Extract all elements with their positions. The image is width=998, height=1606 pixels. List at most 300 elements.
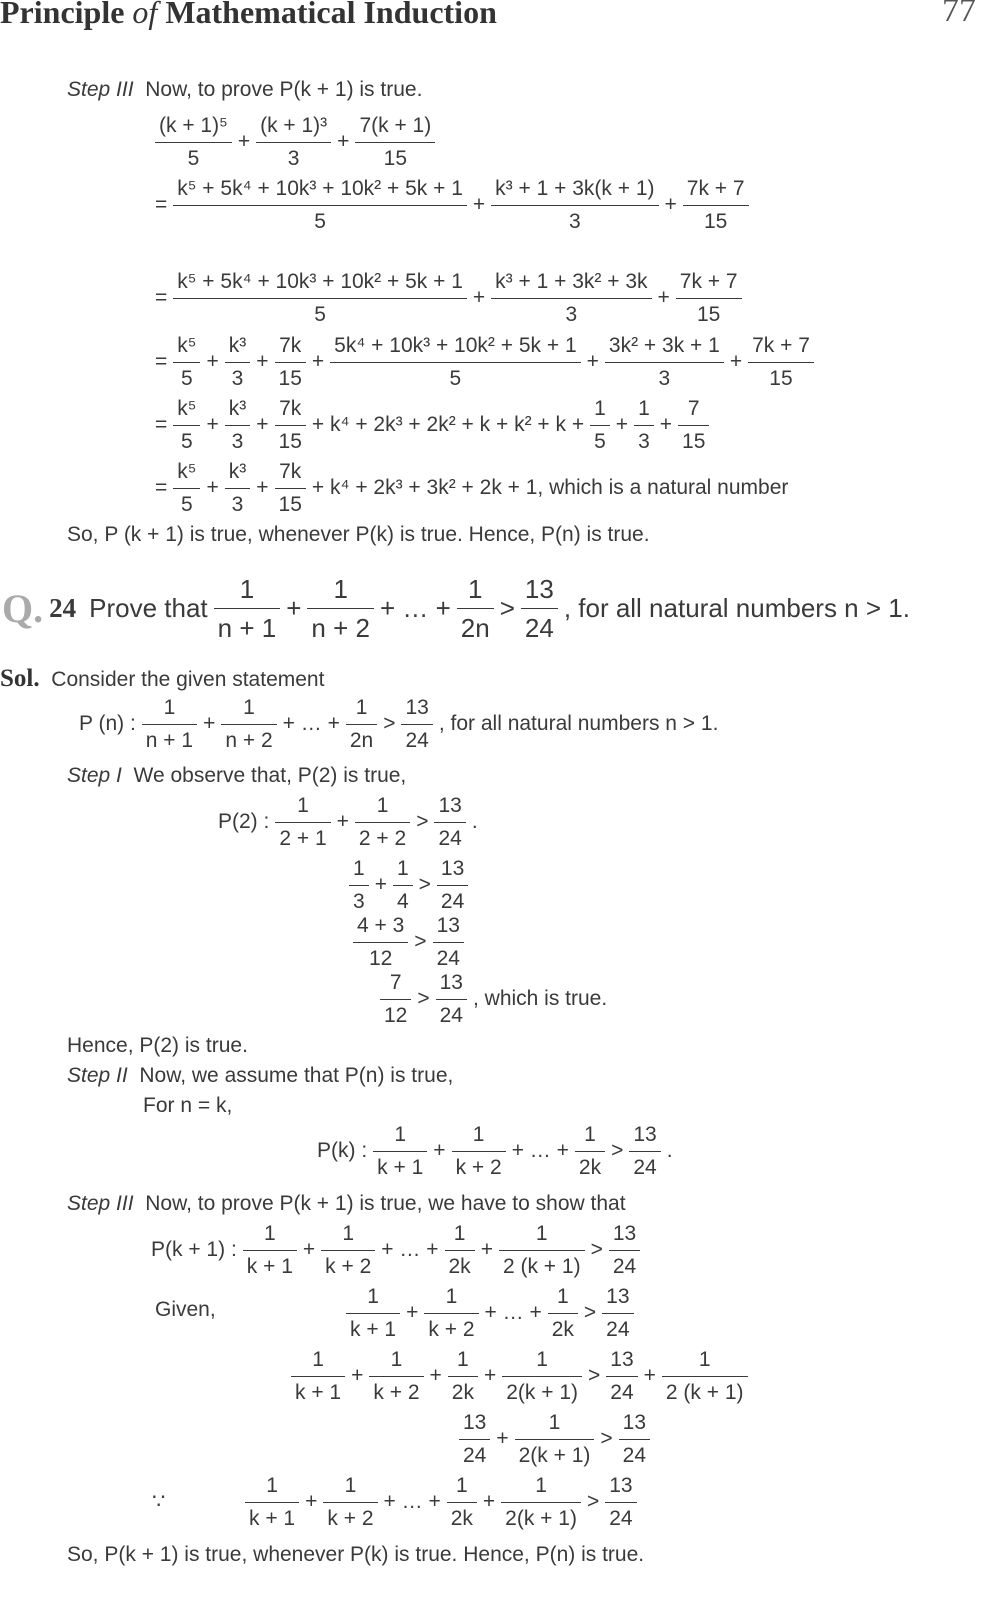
math-text: + [657,286,670,309]
denominator: 24 [605,1502,636,1533]
step-1-heading [67,762,406,790]
numerator: 7k + 7 [752,333,810,357]
numerator: 1 [264,1221,276,1245]
numerator: 3k² + 3k + 1 [608,333,720,357]
denominator: 15 [678,425,709,456]
math-text: + [472,286,486,309]
denominator: 5 [330,362,581,393]
math-text: + [351,1364,364,1387]
title-part: Principle [0,0,133,30]
numerator: 1 [390,1347,403,1371]
math-text: + k⁴ + 2k³ + 3k² + 2k + 1, which is a natural number [311,476,789,499]
denominator: 24 [434,822,465,853]
numerator: 1 [163,695,176,719]
step-3-heading [67,1190,626,1218]
denominator: 5 [155,142,232,173]
equation [152,170,752,240]
step-text: Now, we assume that P(n) is true, [139,1064,454,1087]
solution-label: Sol. [0,665,40,692]
math-text: = [155,413,168,436]
math-text: + [483,1364,497,1387]
denominator: 3 [225,425,251,456]
denominator: 15 [275,425,306,456]
numerator: 13 [612,1221,637,1245]
numerator: 1 [239,573,255,604]
given-label: Given, [155,1298,216,1321]
math-text: > [600,1427,613,1450]
denominator: 3 [225,362,251,393]
equation [152,107,438,177]
math-text: > [499,592,515,623]
math-text: + [206,476,219,499]
step-label: Step I [67,764,122,787]
math-text: + [406,1301,419,1324]
denominator: k + 2 [321,1250,375,1281]
numerator: 13 [609,1473,633,1497]
numerator: k⁵ [177,459,197,483]
denominator: 5 [173,205,467,236]
step-label: Step III [67,1192,134,1215]
denominator: n + 2 [221,724,276,755]
fraction [275,458,306,519]
conclusion: So, P(k + 1) is true, whenever P(k) is true. Hence, P(n) is true. [67,1543,645,1566]
math-text: + [311,350,325,373]
fraction [321,1220,375,1281]
fraction [491,268,651,329]
fraction [602,1283,633,1344]
fraction [346,1283,400,1344]
numerator: k⁵ [177,333,197,357]
fraction [275,395,306,456]
since-symbol: ∵ [152,1490,166,1513]
denominator: 24 [436,999,467,1030]
numerator: 1 [472,1122,485,1146]
fraction [243,1220,297,1281]
numerator: 1 [355,695,368,719]
equation [152,327,817,397]
fraction [459,1409,490,1470]
denominator: 2k [575,1151,605,1182]
math-text: > [383,712,396,735]
math-text: + … + [379,592,451,623]
math-text: + … + [381,1238,439,1261]
denominator: 12 [380,999,411,1030]
math-text: > [414,930,427,953]
fraction [575,1121,605,1182]
numerator: k³ + 1 + 3k(k + 1) [495,176,655,200]
fraction [346,694,377,755]
math-text: + [664,193,677,216]
equation [314,1116,676,1186]
step-text: We observe that, P(2) is true, [133,764,407,787]
fraction [515,1409,595,1470]
denominator: 2 + 2 [355,822,410,853]
math-text: P (n) : [79,712,136,735]
equation [215,787,481,857]
numerator: 1 [394,1122,407,1146]
numerator: k⁵ + 5k⁴ + 10k³ + 10k² + 5k + 1 [177,176,463,200]
math-text: P(k) : [317,1139,368,1162]
denominator: 24 [606,1376,637,1407]
denominator: 5 [173,488,200,519]
denominator: k + 1 [291,1376,345,1407]
numerator: k³ [228,459,247,483]
math-text: = [155,350,168,373]
denominator: n + 2 [307,608,374,645]
denominator: k + 2 [424,1313,478,1344]
math-text: + [429,1364,442,1387]
numerator: 1 [312,1347,324,1371]
math-text: + [482,1490,496,1513]
denominator: 24 [629,1151,660,1182]
numerator: k³ [228,396,247,420]
denominator: 2(k + 1) [502,1376,582,1407]
denominator: 24 [437,885,468,916]
question-statement [86,572,913,645]
chapter-title [0,0,497,31]
numerator: 13 [633,1122,657,1146]
denominator: k + 2 [323,1502,377,1533]
page-number: 77 [942,0,976,29]
equation [343,1278,637,1348]
denominator: 2k [447,1502,477,1533]
step-text: Now, to prove P(k + 1) is true. [145,78,423,101]
fraction [355,792,410,853]
fraction [590,395,610,456]
fraction [502,1346,582,1407]
equation [288,1341,751,1411]
denominator: 3 [225,488,251,519]
numerator: 1 [453,1221,466,1245]
numerator: k³ + 1 + 3k² + 3k [495,269,648,293]
step-2-heading [67,1062,453,1090]
math-text: + [256,476,269,499]
fraction [629,1121,660,1182]
fraction [499,1220,585,1281]
step-label: Step II [67,1064,128,1087]
denominator: 3 [491,205,658,236]
numerator: 1 [243,695,255,719]
numerator: 1 [376,793,389,817]
numerator: 1 [353,856,365,880]
numerator: k³ [228,333,247,357]
equation [242,1467,640,1537]
equation [456,1404,653,1474]
numerator: 1 [698,1347,711,1371]
math-text: + [305,1490,318,1513]
denominator: 15 [355,142,435,173]
fraction [634,395,654,456]
fraction [448,1346,478,1407]
step-3-heading [67,76,422,104]
numerator: 1 [556,1284,569,1308]
math-text: + [337,130,350,153]
math-text: = [155,193,168,216]
fraction [355,112,435,173]
math-text: + [496,1427,509,1450]
numerator: 13 [438,793,462,817]
fraction [619,1409,650,1470]
fraction [307,572,374,645]
math-text: + [729,350,743,373]
step-label: Step III [67,78,134,101]
math-text: + [472,193,486,216]
numerator: 1 [548,1410,561,1434]
denominator: 15 [676,298,742,329]
denominator: 12 [353,942,408,973]
math-text: + [206,350,219,373]
denominator: 2k [445,1250,475,1281]
fraction [173,458,200,519]
math-text: + … + [383,1490,441,1513]
math-text: + [302,1238,316,1261]
math-text: > [417,987,430,1010]
numerator: 1 [396,856,409,880]
fraction [521,572,558,645]
numerator: 1 [536,1347,548,1371]
fraction [548,1283,578,1344]
denominator: k + 1 [243,1250,297,1281]
denominator: 2k [448,1376,478,1407]
fraction [436,969,467,1030]
fraction [225,395,251,456]
title-of: of [132,0,158,30]
math-text: > [588,1364,601,1387]
numerator: 1 [445,1284,458,1308]
numerator: k⁵ [177,396,197,420]
math-text: , for all natural numbers n > 1. [563,592,910,623]
numerator: 1 [367,1284,379,1308]
numerator: 7k + 7 [679,269,738,293]
question-24 [2,568,913,648]
numerator: 1 [266,1473,278,1497]
denominator: 3 [256,142,331,173]
numerator: 5k⁴ + 10k³ + 10k² + 5k + 1 [334,333,577,357]
math-text: > [416,810,429,833]
denominator: 24 [401,724,432,755]
denominator: 24 [602,1313,633,1344]
denominator: 2(k + 1) [501,1502,581,1533]
fraction [221,694,276,755]
fraction [323,1472,377,1533]
intro-text: Consider the given statement [51,668,325,691]
numerator: 1 [594,396,606,420]
question-mark: Q. [2,585,44,631]
fraction [173,175,467,236]
denominator: 3 [349,885,369,916]
math-text: + [256,413,269,436]
fraction [173,332,200,393]
fraction [245,1472,299,1533]
equation [152,390,712,460]
denominator: k + 2 [452,1151,506,1182]
fraction [142,694,197,755]
denominator: 5 [173,362,200,393]
denominator: n + 1 [142,724,197,755]
numerator: 4 + 3 [357,913,405,937]
numerator: 1 [297,793,309,817]
math-text: + [586,350,599,373]
denominator: 2n [457,608,494,645]
fraction [683,175,749,236]
math-text: + [643,1364,656,1387]
math-text: Prove that [89,592,208,623]
fraction [676,268,742,329]
denominator: 24 [459,1439,490,1470]
equation [152,263,745,333]
numerator: 1 [638,396,650,420]
fraction [434,792,465,853]
math-text: > [586,1490,600,1513]
denominator: 15 [683,205,749,236]
math-text: > [590,1238,603,1261]
numerator: 7k + 7 [686,176,745,200]
numerator: 13 [436,913,460,937]
equation [377,964,610,1034]
fraction [501,1472,581,1533]
denominator: 5 [590,425,610,456]
denominator: k + 1 [346,1313,400,1344]
numerator: 13 [524,573,554,604]
numerator: 1 [333,573,348,604]
numerator: 7 [687,396,700,420]
math-text: + … + [484,1301,542,1324]
denominator: 2 (k + 1) [499,1250,585,1281]
denominator: 3 [605,362,724,393]
denominator: 15 [748,362,814,393]
math-text: + … + [511,1139,569,1162]
step-text: Now, to prove P(k + 1) is true, we have to show that [145,1192,626,1215]
math-text: = [155,286,168,309]
numerator: 13 [610,1347,634,1371]
fraction [452,1121,506,1182]
numerator: 13 [622,1410,647,1434]
denominator: 3 [491,298,651,329]
hence-p2: Hence, P(2) is true. [67,1034,248,1057]
math-text: + [203,712,216,735]
numerator: 13 [606,1284,630,1308]
numerator: 13 [439,970,463,994]
math-text: P(2) : [218,810,270,833]
fraction [225,458,251,519]
math-text: + [659,413,673,436]
denominator: 4 [393,885,413,916]
numerator: 1 [342,1221,355,1245]
statement-pn [76,689,721,759]
fraction [275,332,306,393]
math-text: + [615,413,629,436]
denominator: 24 [609,1250,640,1281]
fraction [605,332,724,393]
fraction [225,332,251,393]
denominator: 2 + 1 [275,822,330,853]
fraction [748,332,814,393]
math-text: . [666,1139,673,1162]
fraction [380,969,411,1030]
math-text: + k⁴ + 2k³ + 2k² + k + k² + k + [311,413,585,436]
numerator: 1 [344,1473,357,1497]
denominator: n + 1 [214,608,281,645]
fraction [214,572,281,645]
fraction [662,1346,748,1407]
fraction [155,112,232,173]
numerator: k⁵ + 5k⁴ + 10k³ + 10k² + 5k + 1 [177,269,463,293]
numerator: 1 [455,1473,468,1497]
question-number: 24 [49,592,77,623]
numerator: 7k [279,396,302,420]
fraction [609,1220,640,1281]
denominator: 24 [619,1439,650,1470]
denominator: 24 [521,608,558,645]
for-n-equals-k: For n = k, [143,1094,233,1117]
denominator: 3 [634,425,654,456]
numerator: 7k [279,459,302,483]
math-text: = [155,476,168,499]
fraction [275,792,330,853]
denominator: k + 2 [369,1376,423,1407]
fraction [457,572,494,645]
fraction [173,268,467,329]
fraction [606,1346,637,1407]
math-text: , for all natural numbers n > 1. [438,712,719,735]
denominator: 5 [173,425,200,456]
conclusion: So, P (k + 1) is true, whenever P(k) is true. Hence, P(n) is true. [67,523,650,546]
fraction [447,1472,477,1533]
fraction [445,1220,475,1281]
fraction [369,1346,423,1407]
fraction [678,395,709,456]
numerator: (k + 1)³ [260,113,328,137]
numerator: 7(k + 1) [359,113,432,137]
denominator: 24 [433,942,464,973]
numerator: 13 [405,695,429,719]
math-text: + [256,350,269,373]
numerator: 1 [584,1122,596,1146]
fraction [401,694,432,755]
math-text: + [480,1238,493,1261]
math-text: + [336,810,349,833]
numerator: 1 [457,1347,469,1371]
math-text: + [206,413,219,436]
fraction [330,332,581,393]
math-text: > [611,1139,624,1162]
equation [152,453,791,523]
numerator: (k + 1)⁵ [159,113,228,137]
denominator: 2(k + 1) [515,1439,595,1470]
fraction [373,1121,427,1182]
numerator: 1 [535,1473,547,1497]
numerator: 13 [463,1410,487,1434]
denominator: 2 (k + 1) [662,1376,748,1407]
fraction [173,395,200,456]
math-text: + … + [282,712,340,735]
fraction [256,112,331,173]
fraction [605,1472,636,1533]
equation [148,1215,643,1285]
math-text: . [471,810,478,833]
math-text: > [418,873,431,896]
denominator: 2k [548,1313,578,1344]
numerator: 7k [279,333,302,357]
denominator: k + 1 [373,1151,427,1182]
fraction [424,1283,478,1344]
numerator: 1 [535,1221,548,1245]
numerator: 1 [468,573,483,604]
math-text: + [237,130,251,153]
math-text: + [374,873,387,896]
denominator: 15 [275,488,306,519]
math-text: , which is true. [472,987,608,1010]
